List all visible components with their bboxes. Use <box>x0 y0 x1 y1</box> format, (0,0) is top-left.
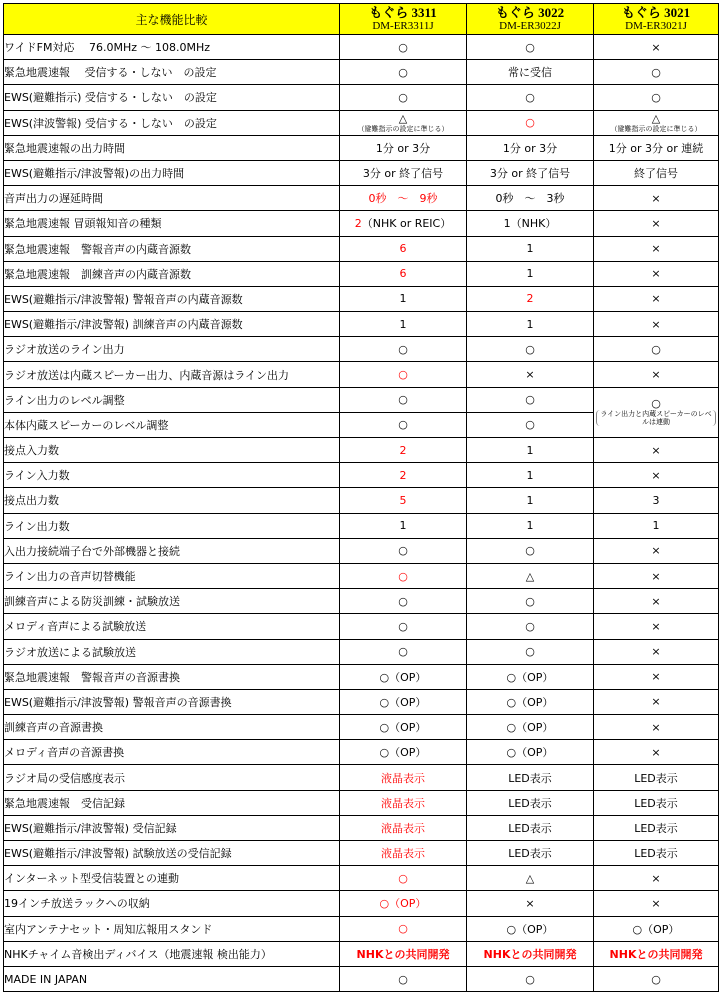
value-cell: ○ <box>467 614 594 639</box>
value-cell: 0秒 〜 9秒 <box>340 186 467 211</box>
value-cell: LED表示 <box>594 790 719 815</box>
value-cell: 1 <box>467 312 594 337</box>
value-cell: ○ <box>340 639 467 664</box>
value-cell: ○ <box>594 85 719 110</box>
value-cell: × <box>594 891 719 916</box>
value-cell: 1 <box>467 236 594 261</box>
feature-label: 緊急地震速報 訓練音声の内蔵音源数 <box>4 261 340 286</box>
table-row <box>4 85 719 110</box>
value-cell: ○ <box>467 589 594 614</box>
table-row <box>4 160 719 185</box>
feature-label: 緊急地震速報 警報音声の音源書換 <box>4 664 340 689</box>
value-cell: ○（OP） <box>467 916 594 941</box>
table-row <box>4 664 719 689</box>
table-row <box>4 589 719 614</box>
model-name: もぐら 3022 <box>495 5 565 20</box>
value-cell: NHKとの共同開発 <box>467 941 594 966</box>
value-cell: ○（OP） <box>340 715 467 740</box>
value-cell: LED表示 <box>467 815 594 840</box>
value-cell: 3分 or 終了信号 <box>467 160 594 185</box>
model-header-3311 <box>340 4 467 35</box>
value-cell: × <box>594 614 719 639</box>
value-cell: ○ <box>467 412 594 437</box>
value-text: △ <box>398 111 408 125</box>
value-cell: × <box>594 362 719 387</box>
model-code: DM-ER3311J <box>372 20 434 32</box>
value-cell: ○ <box>340 589 467 614</box>
feature-label: 訓練音声による防災訓練・試験放送 <box>4 589 340 614</box>
value-cell: ○ <box>594 60 719 85</box>
feature-label: 19インチ放送ラックへの収納 <box>4 891 340 916</box>
feature-label: 緊急地震速報 警報音声の内蔵音源数 <box>4 236 340 261</box>
value-cell: 1 <box>467 438 594 463</box>
feature-label: メロディ音声による試験放送 <box>4 614 340 639</box>
model-name: もぐら 3021 <box>621 5 691 20</box>
value-cell: 0秒 〜 3秒 <box>467 186 594 211</box>
feature-label: 接点入力数 <box>4 438 340 463</box>
table-row <box>4 438 719 463</box>
feature-label: 緊急地震速報の出力時間 <box>4 135 340 160</box>
table-row <box>4 488 719 513</box>
value-subnote: （避難指示の設定に準じる） <box>357 124 449 133</box>
value-cell: LED表示 <box>467 790 594 815</box>
value-cell: ○ <box>340 337 467 362</box>
table-row <box>4 715 719 740</box>
value-cell: 3 <box>594 488 719 513</box>
value-cell: ○ <box>340 916 467 941</box>
table-row <box>4 538 719 563</box>
value-cell: LED表示 <box>594 841 719 866</box>
model-code: DM-ER3021J <box>625 20 687 32</box>
table-row <box>4 337 719 362</box>
value-cell: 1分 or 3分 <box>467 135 594 160</box>
value-cell: ○ <box>340 614 467 639</box>
value-text: （NHK or REIC） <box>361 217 452 231</box>
table-row <box>4 765 719 790</box>
comparison-table <box>3 3 719 992</box>
value-cell: ○（OP） <box>594 916 719 941</box>
feature-label: 室内アンテナセット・周知広報用スタンド <box>4 916 340 941</box>
table-row <box>4 387 719 412</box>
value-cell: × <box>594 286 719 311</box>
feature-label: EWS(避難指示/津波警報) 試験放送の受信記録 <box>4 841 340 866</box>
value-cell: × <box>594 639 719 664</box>
feature-label: ライン出力のレベル調整 <box>4 387 340 412</box>
value-text: ○ <box>651 397 661 411</box>
feature-label: EWS(津波警報) 受信する・しない の設定 <box>4 110 340 135</box>
table-row <box>4 841 719 866</box>
table-row <box>4 135 719 160</box>
value-cell: 1（NHK） <box>467 211 594 236</box>
table-row <box>4 614 719 639</box>
value-cell: LED表示 <box>594 765 719 790</box>
value-cell: 1 <box>467 463 594 488</box>
value-cell: △ <box>467 563 594 588</box>
feature-label: ワイドFM対応 76.0MHz 〜 108.0MHz <box>4 35 340 60</box>
value-cell: × <box>467 891 594 916</box>
value-cell: × <box>594 261 719 286</box>
model-header-3022 <box>467 4 594 35</box>
value-cell: 2 <box>340 438 467 463</box>
feature-label: ライン出力数 <box>4 513 340 538</box>
table-row <box>4 362 719 387</box>
value-cell: 1分 or 3分 or 連続 <box>594 135 719 160</box>
value-cell: × <box>594 463 719 488</box>
value-cell: 5 <box>340 488 467 513</box>
feature-column-header: 主な機能比較 <box>4 4 340 35</box>
table-row <box>4 866 719 891</box>
value-cell: × <box>594 715 719 740</box>
value-cell: × <box>594 186 719 211</box>
value-cell: ○（OP） <box>467 740 594 765</box>
value-cell <box>594 387 719 437</box>
value-cell: LED表示 <box>467 841 594 866</box>
value-cell: 2 <box>467 286 594 311</box>
value-cell: ○ <box>340 412 467 437</box>
value-cell: × <box>594 236 719 261</box>
table-row <box>4 463 719 488</box>
feature-label: 緊急地震速報 冒頭報知音の種類 <box>4 211 340 236</box>
feature-label: EWS(避難指示/津波警報) 警報音声の音源書換 <box>4 689 340 714</box>
value-cell: ○ <box>340 966 467 991</box>
value-cell: 3分 or 終了信号 <box>340 160 467 185</box>
value-cell: 液晶表示 <box>340 815 467 840</box>
feature-label: ライン出力の音声切替機能 <box>4 563 340 588</box>
feature-label: 音声出力の遅延時間 <box>4 186 340 211</box>
feature-label: EWS(避難指示/津波警報) 訓練音声の内蔵音源数 <box>4 312 340 337</box>
value-cell: △ <box>467 866 594 891</box>
comparison-table-body <box>4 35 719 992</box>
feature-label: MADE IN JAPAN <box>4 966 340 991</box>
value-cell: ○（OP） <box>340 689 467 714</box>
value-cell: 6 <box>340 236 467 261</box>
value-cell: 液晶表示 <box>340 790 467 815</box>
value-cell: 1 <box>467 513 594 538</box>
value-cell: ○ <box>594 966 719 991</box>
value-cell: 6 <box>340 261 467 286</box>
value-cell <box>594 110 719 135</box>
value-cell: NHKとの共同開発 <box>594 941 719 966</box>
table-row <box>4 513 719 538</box>
value-cell: ○ <box>340 866 467 891</box>
value-cell <box>340 211 467 236</box>
header-row <box>4 4 719 35</box>
table-row <box>4 312 719 337</box>
value-cell: 1 <box>340 312 467 337</box>
value-highlight: 2 <box>354 217 362 231</box>
value-cell: LED表示 <box>594 815 719 840</box>
feature-label: EWS(避難指示/津波警報) 受信記録 <box>4 815 340 840</box>
value-cell: × <box>594 664 719 689</box>
value-cell: × <box>467 362 594 387</box>
value-cell: ○（OP） <box>340 891 467 916</box>
value-cell: 液晶表示 <box>340 765 467 790</box>
table-row <box>4 236 719 261</box>
value-cell: ○（OP） <box>340 740 467 765</box>
table-row <box>4 563 719 588</box>
value-cell: × <box>594 689 719 714</box>
feature-label: 訓練音声の音源書換 <box>4 715 340 740</box>
table-row <box>4 211 719 236</box>
value-cell: × <box>594 538 719 563</box>
value-cell: ○ <box>340 538 467 563</box>
value-cell: ○ <box>340 387 467 412</box>
table-row <box>4 689 719 714</box>
feature-label: EWS(避難指示/津波警報)の出力時間 <box>4 160 340 185</box>
value-cell <box>340 110 467 135</box>
value-cell: 終了信号 <box>594 160 719 185</box>
value-cell: × <box>594 866 719 891</box>
feature-label: EWS(避難指示) 受信する・しない の設定 <box>4 85 340 110</box>
value-cell: ○ <box>467 110 594 135</box>
value-cell: 1 <box>467 488 594 513</box>
table-row <box>4 790 719 815</box>
value-cell: × <box>594 312 719 337</box>
value-cell: NHKとの共同開発 <box>340 941 467 966</box>
feature-label: EWS(避難指示/津波警報) 警報音声の内蔵音源数 <box>4 286 340 311</box>
value-cell: ○ <box>340 362 467 387</box>
table-row <box>4 261 719 286</box>
value-cell: ○ <box>340 85 467 110</box>
value-cell: × <box>594 740 719 765</box>
value-cell: × <box>594 563 719 588</box>
value-cell: ○（OP） <box>340 664 467 689</box>
value-cell: LED表示 <box>467 765 594 790</box>
feature-label: ラジオ放送は内蔵スピーカー出力、内蔵音源はライン出力 <box>4 362 340 387</box>
feature-label: メロディ音声の音源書換 <box>4 740 340 765</box>
value-cell: ○ <box>340 35 467 60</box>
value-cell: × <box>594 211 719 236</box>
value-cell: 常に受信 <box>467 60 594 85</box>
feature-label: 緊急地震速報 受信する・しない の設定 <box>4 60 340 85</box>
value-cell: ○ <box>340 60 467 85</box>
value-cell: ○（OP） <box>467 715 594 740</box>
table-row <box>4 815 719 840</box>
value-cell: ○ <box>340 563 467 588</box>
model-code: DM-ER3022J <box>499 20 561 32</box>
feature-label: 接点出力数 <box>4 488 340 513</box>
table-row <box>4 916 719 941</box>
value-cell: ○（OP） <box>467 664 594 689</box>
value-subnote: （避難指示の設定に準じる） <box>610 124 702 133</box>
value-cell: ○ <box>467 35 594 60</box>
table-row <box>4 891 719 916</box>
value-cell: × <box>594 35 719 60</box>
value-cell: ○ <box>467 337 594 362</box>
value-cell: × <box>594 589 719 614</box>
table-row <box>4 286 719 311</box>
model-name: もぐら 3311 <box>369 5 437 20</box>
model-header-3021 <box>594 4 719 35</box>
table-row <box>4 740 719 765</box>
value-cell: ○ <box>467 538 594 563</box>
feature-label: インターネット型受信装置との連動 <box>4 866 340 891</box>
value-cell: ○ <box>467 387 594 412</box>
value-cell: ○ <box>467 639 594 664</box>
value-cell: 1 <box>340 513 467 538</box>
value-cell: ○（OP） <box>467 689 594 714</box>
feature-label: ラジオ放送による試験放送 <box>4 639 340 664</box>
table-row <box>4 60 719 85</box>
value-note: ライン出力と内蔵スピーカーのレベルは連動 <box>596 410 716 426</box>
feature-label: NHKチャイム音検出ディバイス（地震速報 検出能力） <box>4 941 340 966</box>
table-row <box>4 639 719 664</box>
feature-label: 入出力接続端子台で外部機器と接続 <box>4 538 340 563</box>
value-cell: ○ <box>467 966 594 991</box>
value-cell: 1 <box>340 286 467 311</box>
feature-label: 緊急地震速報 受信記録 <box>4 790 340 815</box>
table-row <box>4 941 719 966</box>
table-row <box>4 35 719 60</box>
value-cell: 液晶表示 <box>340 841 467 866</box>
table-row <box>4 186 719 211</box>
value-cell: 2 <box>340 463 467 488</box>
feature-label: ライン入力数 <box>4 463 340 488</box>
feature-label: ラジオ放送のライン出力 <box>4 337 340 362</box>
value-cell: 1分 or 3分 <box>340 135 467 160</box>
feature-label: ラジオ局の受信感度表示 <box>4 765 340 790</box>
value-cell: ○ <box>594 337 719 362</box>
value-cell: 1 <box>594 513 719 538</box>
table-row <box>4 966 719 991</box>
value-text: △ <box>651 111 661 125</box>
feature-label: 本体内蔵スピーカーのレベル調整 <box>4 412 340 437</box>
value-cell: 1 <box>467 261 594 286</box>
value-cell: ○ <box>467 85 594 110</box>
value-cell: × <box>594 438 719 463</box>
table-row <box>4 110 719 135</box>
